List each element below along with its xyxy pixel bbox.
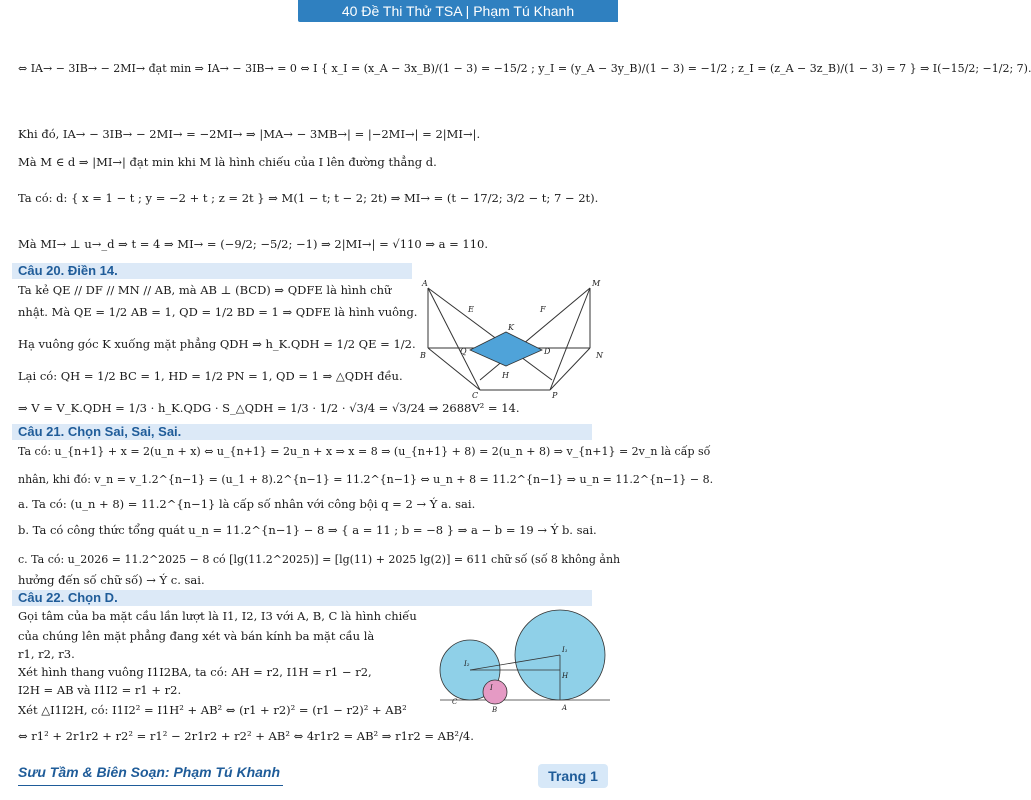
solution-line-1 bbox=[18, 60, 1031, 77]
solution-line bbox=[18, 400, 520, 416]
footer-credit: Sưu Tầm & Biên Soạn: Phạm Tú Khanh bbox=[18, 764, 281, 780]
edge-AD bbox=[428, 288, 552, 380]
text-line: ⇔ r1² + 2r1r2 + r2² = r1² − 2r1r2 + r2² + AB² ⇔ 4r1r2 = AB² ⇒ r1r2 = AB²/4. bbox=[18, 729, 474, 743]
text-line: Mà MI→ ⊥ u→_d ⇒ t = 4 ⇒ MI→ = (−9/2; −5/2; −1) ⇒ 2|MI→| = √110 ⇒ a = 110. bbox=[18, 237, 489, 251]
text-line: Xét △I1I2H, có: I1I2² = I1H² + AB² ⇔ (r1 + r2)² = (r1 − r2)² + AB² bbox=[18, 703, 407, 717]
text-line: nhật. Mà QE = 1/2 AB = 1, QD = 1/2 BD = 1 ⇒ QDFE là hình vuông. bbox=[18, 305, 418, 319]
text-line: ⇔ IA→ − 3IB→ − 2MI→ đạt min ⇒ IA→ − 3IB→ = 0 ⇔ I { x_I = (x_A − 3x_B)/(1 − 3) = −15/2 ; y_I = (y_A − 3y_B)/(1 − 3) = −1/2 ; z_I = (z_A − 3z_B)/(1 − 3) = 7 } ⇒ I(−15/2; −1/2; 7). bbox=[18, 62, 1031, 75]
text-line: của chúng lên mặt phẳng đang xét và bán kính ba mặt cầu là bbox=[18, 629, 375, 643]
label-C: C bbox=[472, 391, 479, 400]
question-22-title: Câu 22. Chọn D. bbox=[18, 590, 118, 605]
text-line: b. Ta có công thức tổng quát u_n = 11.2^{n−1} − 8 ⇒ { a = 11 ; b = −8 } ⇒ a − b = 19 → Ý b. sai. bbox=[18, 523, 597, 537]
text-line: r1, r2, r3. bbox=[18, 647, 75, 661]
text-line: Hạ vuông góc K xuống mặt phẳng QDH ⇒ h_K.QDH = 1/2 QE = 1/2. bbox=[18, 337, 416, 351]
solution-line bbox=[18, 336, 416, 352]
label-P: P bbox=[552, 391, 558, 400]
solution-line bbox=[18, 664, 372, 680]
text-line: ⇒ V = V_K.QDH = 1/3 · h_K.QDG · S_△QDH = 1/3 · 1/2 · √3/4 = √3/24 ⇒ 2688V² = 14. bbox=[18, 401, 520, 415]
text-line: I2H = AB và I1I2 = r1 + r2. bbox=[18, 683, 182, 697]
solution-line bbox=[18, 728, 474, 744]
label-F: F bbox=[540, 305, 546, 314]
text-line: Ta có: u_{n+1} + x = 2(u_n + x) ⇔ u_{n+1} = 2u_n + x ⇒ x = 8 ⇒ (u_{n+1} + 8) = 2(u_n + 8) ⇒ v_{n+1} = 2v_n là cấp số bbox=[18, 445, 711, 458]
page-number-badge bbox=[538, 764, 608, 788]
solution-line bbox=[18, 702, 407, 718]
label-I: I bbox=[490, 684, 493, 692]
page-number: Trang 1 bbox=[548, 768, 598, 784]
text-line: Ta kẻ QE // DF // MN // AB, mà AB ⊥ (BCD) ⇒ QDFE là hình chữ bbox=[18, 283, 392, 297]
text-line: Ta có: d: { x = 1 − t ; y = −2 + t ; z = 2t } ⇒ M(1 − t; t − 2; 2t) ⇒ MI→ = (t − 17/2; 3/2 − t; 7 − 2t). bbox=[18, 191, 599, 205]
text-line: Gọi tâm của ba mặt cầu lần lượt là I1, I2, I3 với A, B, C là hình chiếu bbox=[18, 609, 417, 623]
label-B: B bbox=[492, 706, 498, 714]
solution-line bbox=[18, 282, 391, 298]
solution-line bbox=[18, 444, 710, 460]
option-c-line bbox=[18, 552, 620, 568]
label-B: B bbox=[420, 351, 426, 360]
solution-line-4 bbox=[18, 190, 598, 206]
solution-line bbox=[18, 304, 417, 320]
label-I2: I₂ bbox=[464, 660, 470, 668]
text-line: Xét hình thang vuông I1I2BA, ta có: AH = r2, I1H = r1 − r2, bbox=[18, 665, 372, 679]
pyramid-figure bbox=[420, 280, 610, 400]
solution-line-5 bbox=[18, 236, 488, 252]
option-b-line bbox=[18, 522, 597, 538]
label-H: H bbox=[502, 371, 509, 380]
header-title: 40 Đề Thi Thử TSA | Phạm Tú Khanh bbox=[341, 3, 575, 19]
label-N: N bbox=[596, 351, 603, 360]
label-C: C bbox=[452, 698, 458, 706]
spheres-figure bbox=[440, 600, 610, 720]
text-line: Mà M ∈ d ⇒ |MI→| đạt min khi M là hình chiếu của I lên đường thẳng d. bbox=[18, 155, 437, 169]
edge-BC bbox=[428, 348, 480, 390]
label-A: A bbox=[422, 279, 428, 288]
solution-line-3 bbox=[18, 154, 437, 170]
header-bar bbox=[298, 0, 618, 22]
label-A: A bbox=[562, 704, 568, 712]
solution-line bbox=[18, 682, 181, 698]
question-21-title: Câu 21. Chọn Sai, Sai, Sai. bbox=[18, 424, 182, 439]
label-I1: I₁ bbox=[562, 646, 568, 654]
sphere-3 bbox=[483, 680, 507, 704]
text-line: Lại có: QH = 1/2 BC = 1, HD = 1/2 PN = 1, QD = 1 ⇒ △QDH đều. bbox=[18, 369, 403, 383]
text-line: hưởng đến số chữ số) → Ý c. sai. bbox=[18, 573, 205, 587]
edge-AC bbox=[428, 288, 480, 390]
solution-line bbox=[18, 646, 75, 662]
label-M: M bbox=[592, 279, 601, 288]
text-line: a. Ta có: (u_n + 8) = 11.2^{n−1} là cấp số nhân với công bội q = 2 → Ý a. sai. bbox=[18, 497, 476, 511]
label-H: H bbox=[562, 672, 569, 680]
label-K: K bbox=[508, 323, 514, 332]
solution-line bbox=[18, 628, 374, 644]
solution-line bbox=[18, 608, 417, 624]
footer-underline bbox=[18, 785, 283, 786]
edge-MP bbox=[550, 288, 590, 390]
text-line: Khi đó, IA→ − 3IB→ − 2MI→ = −2MI→ ⇒ |MA→ − 3MB→| = |−2MI→| = 2|MI→|. bbox=[18, 127, 481, 141]
question-20-title: Câu 20. Điền 14. bbox=[18, 263, 118, 278]
solution-line bbox=[18, 572, 205, 588]
text-line: c. Ta có: u_2026 = 11.2^2025 − 8 có [lg(11.2^2025)] = [lg(11) + 2025 lg(2)] = 611 chữ số (số 8 không ảnh bbox=[18, 553, 621, 566]
solution-line-2 bbox=[18, 126, 480, 142]
edge-MQ bbox=[480, 288, 590, 380]
edge-NP bbox=[550, 348, 590, 390]
label-D: D bbox=[544, 347, 551, 356]
label-Q: Q bbox=[460, 347, 467, 356]
label-E: E bbox=[468, 305, 474, 314]
solution-line bbox=[18, 472, 713, 488]
solution-line bbox=[18, 368, 403, 384]
text-line: nhân, khi đó: v_n = v_1.2^{n−1} = (u_1 + 8).2^{n−1} = 11.2^{n−1} ⇔ u_n + 8 = 11.2^{n−1} ⇒ u_n = 11.2^{n−1} − 8. bbox=[18, 473, 714, 486]
option-a-line bbox=[18, 496, 475, 512]
